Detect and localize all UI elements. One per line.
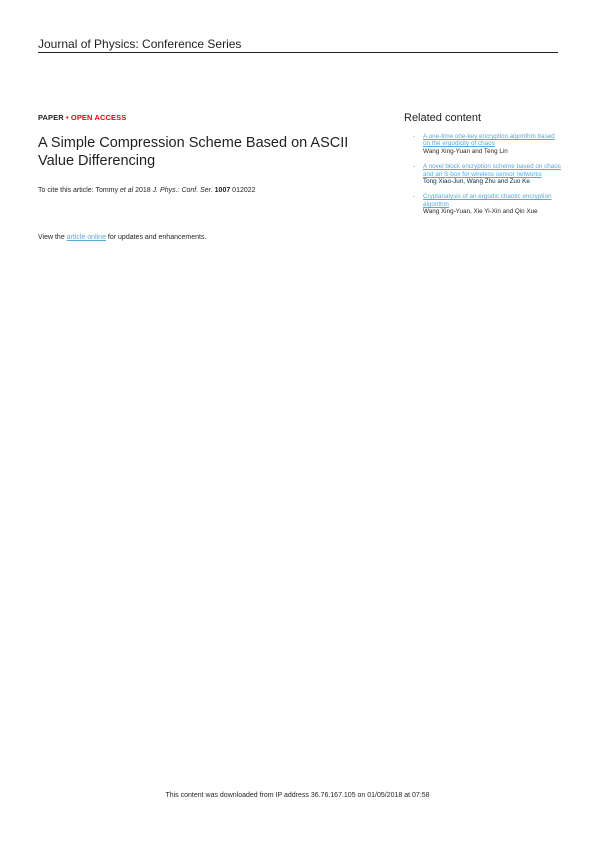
citation-prefix: To cite this article: Tommy: [38, 187, 120, 194]
view-online-note: View the article online for updates and enhancements.: [38, 234, 207, 241]
related-item-link[interactable]: A novel block encryption scheme based on chaos and an S-box for wireless sensor networks: [423, 163, 561, 178]
journal-name: Journal of Physics: Conference Series: [38, 37, 242, 51]
list-dash: -: [413, 193, 416, 201]
paper-type-label: [38, 113, 126, 122]
open-access-badge: OPEN ACCESS: [70, 113, 127, 122]
related-item-link[interactable]: A one-time one-key encryption algorithm based on the ergodicity of chaos: [423, 133, 555, 148]
related-content-heading: Related content: [404, 112, 482, 124]
related-content-list: [413, 133, 563, 224]
citation-year: 2018: [133, 187, 153, 194]
paper-title: A Simple Compression Scheme Based on ASCII Value Differencing: [38, 135, 349, 169]
related-item-authors: Wang Xing-Yuan, Xie Yi-Xin and Qin Xue: [423, 208, 538, 216]
header-rule: [38, 52, 558, 53]
citation-article-number: 012022: [230, 187, 256, 194]
related-item-link[interactable]: Cryptanalysis of an ergodic chaotic encryption algorithm: [423, 193, 552, 208]
citation-journal: J. Phys.: Conf. Ser.: [152, 187, 213, 194]
separator-dot: •: [63, 113, 71, 122]
related-item: [413, 133, 563, 155]
related-item: [413, 193, 563, 216]
paper-type: PAPER: [38, 113, 64, 122]
list-dash: -: [413, 133, 416, 140]
download-footer: This content was downloaded from IP address 36.76.167.105 on 01/05/2018 at 07:58: [165, 792, 430, 799]
related-item-authors: Wang Xing-Yuan and Teng Lin: [423, 147, 508, 155]
citation-volume: 1007: [214, 187, 231, 194]
related-item-authors: Tong Xiao-Jun, Wang Zhu and Zuo Ke: [423, 178, 530, 186]
citation-etal: et al: [119, 187, 134, 194]
citation: [38, 187, 256, 194]
related-item: [413, 163, 563, 186]
list-dash: -: [413, 163, 416, 171]
article-online-link[interactable]: article online: [66, 234, 106, 241]
